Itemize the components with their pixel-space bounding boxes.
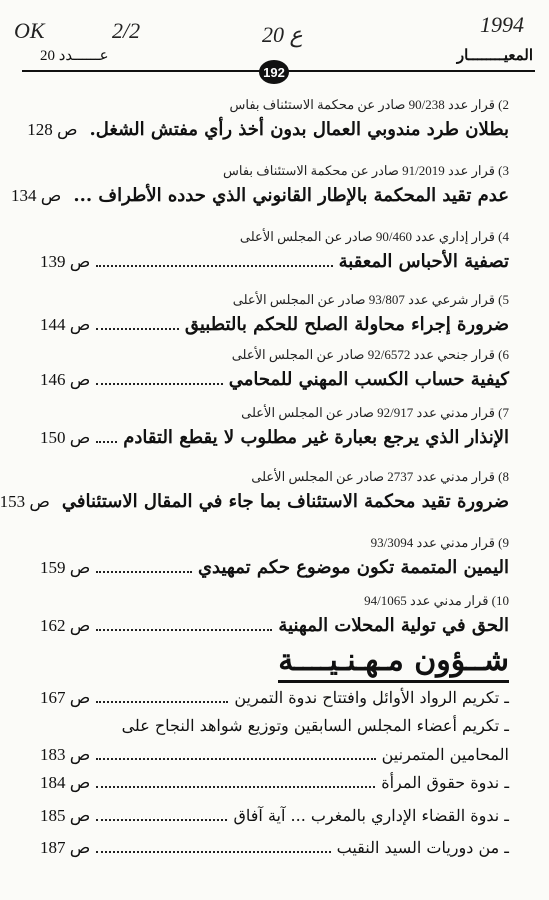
item-page: ص 183	[40, 745, 91, 764]
entry-page: ص 150	[40, 428, 91, 447]
leader-dots	[96, 255, 332, 267]
leader-dots	[96, 561, 192, 573]
leader-dots	[96, 776, 375, 788]
entry-page: ص 134	[11, 186, 62, 205]
leader-dots	[96, 809, 227, 821]
entry-page: ص 146	[40, 370, 91, 389]
toc-entry	[40, 535, 509, 578]
entry-page: ص 139	[40, 252, 91, 271]
entry-ref: 3) قرار عدد 91/2019 صادر عن محكمة الاستئناف بفاس	[223, 163, 509, 178]
item-text: ـ ندوة حقوق المرأة	[381, 773, 509, 792]
item-page: ص 187	[40, 838, 91, 857]
entry-ref: 6) قرار جنحي عدد 92/6572 صادر عن المجلس الأعلى	[231, 347, 509, 362]
toc-entry	[40, 292, 509, 335]
journal-name: المعيــــــــار	[456, 48, 533, 64]
entry-title: ضرورة إجراء محاولة الصلح للحكم بالتطبيق	[184, 314, 509, 335]
entry-ref: 10) قرار مدني عدد 94/1065	[364, 593, 509, 608]
toc-entry	[0, 469, 509, 512]
toc-entry	[40, 229, 509, 272]
item-text: ـ ندوة القضاء الإداري بالمغرب ... آية آفاق	[233, 806, 509, 825]
section-heading: شــؤون مـهـنـيــــة	[278, 643, 509, 683]
item-page: ص 167	[40, 688, 91, 707]
handwritten-fraction: 2/2	[112, 18, 141, 43]
toc-entry	[11, 163, 509, 206]
handwritten-issue: ع 20	[262, 22, 303, 47]
entry-ref: 5) قرار شرعي عدد 93/807 صادر عن المجلس الأعلى	[232, 292, 509, 307]
leader-dots	[96, 431, 117, 443]
entry-page: ص 128	[27, 120, 78, 139]
entry-title: الحق في تولية المحلات المهنية	[278, 615, 509, 636]
handwritten-ok: OK	[14, 18, 45, 43]
page-number-badge: 192	[259, 60, 289, 84]
entry-title: كيفية حساب الكسب المهني للمحامي	[228, 369, 509, 390]
entry-title: اليمين المتممة تكون موضوع حكم تمهيدي	[197, 557, 509, 578]
list-item	[40, 688, 509, 708]
entry-ref: 8) قرار مدني عدد 2737 صادر عن المجلس الأعلى	[251, 469, 509, 484]
item-text: ـ من دوريات السيد النقيب	[336, 838, 509, 857]
handwritten-year: 1994	[480, 12, 524, 37]
item-text: المحامين المتمرنين	[381, 745, 509, 764]
entry-ref: 4) قرار إداري عدد 90/460 صادر عن المجلس الأعلى	[239, 229, 509, 244]
leader-dots	[96, 373, 222, 385]
toc-entry	[40, 405, 509, 448]
entry-title: تصفية الأحباس المعقبة	[338, 251, 509, 272]
entry-ref: 2) قرار عدد 90/238 صادر عن محكمة الاستئناف بفاس	[229, 97, 509, 112]
entry-page: ص 162	[40, 616, 91, 635]
toc-entry	[40, 347, 509, 390]
entry-title: بطلان طرد مندوبي العمال بدون أخذ رأي مفتش الشغل.	[89, 119, 509, 140]
leader-dots	[96, 318, 179, 330]
leader-dots	[96, 691, 228, 703]
item-page: ص 185	[40, 806, 91, 825]
entry-title: عدم تقيد المحكمة بالإطار القانوني الذي حدده الأطراف ...	[73, 185, 509, 206]
list-item	[40, 838, 509, 858]
leader-dots	[96, 841, 330, 853]
list-item	[40, 806, 509, 826]
toc-entry	[40, 593, 509, 636]
leader-dots	[96, 619, 272, 631]
list-item	[40, 773, 509, 793]
leader-dots	[96, 748, 375, 760]
entry-title: ضرورة تقيد محكمة الاستئناف بما جاء في المقال الاستئنافي	[61, 491, 509, 512]
entry-ref: 9) قرار مدني عدد 93/3094	[370, 535, 509, 550]
list-item	[40, 745, 509, 765]
toc-entry	[27, 97, 509, 140]
entry-page: ص 159	[40, 558, 91, 577]
entry-ref: 7) قرار مدني عدد 92/917 صادر عن المجلس الأعلى	[241, 405, 509, 420]
entry-page: ص 144	[40, 315, 91, 334]
entry-title: الإنذار الذي يرجع بعبارة غير مطلوب لا يقطع التقادم	[123, 427, 509, 448]
item-page: ص 184	[40, 773, 91, 792]
list-item: ـ تكريم أعضاء المجلس السابقين وتوزيع شواهد النجاح على	[121, 716, 509, 735]
issue-number: عــــــدد 20	[40, 48, 109, 64]
entry-page: ص 153	[0, 492, 50, 511]
item-text: ـ تكريم الرواد الأوائل وافتتاح ندوة التمرين	[234, 688, 509, 707]
